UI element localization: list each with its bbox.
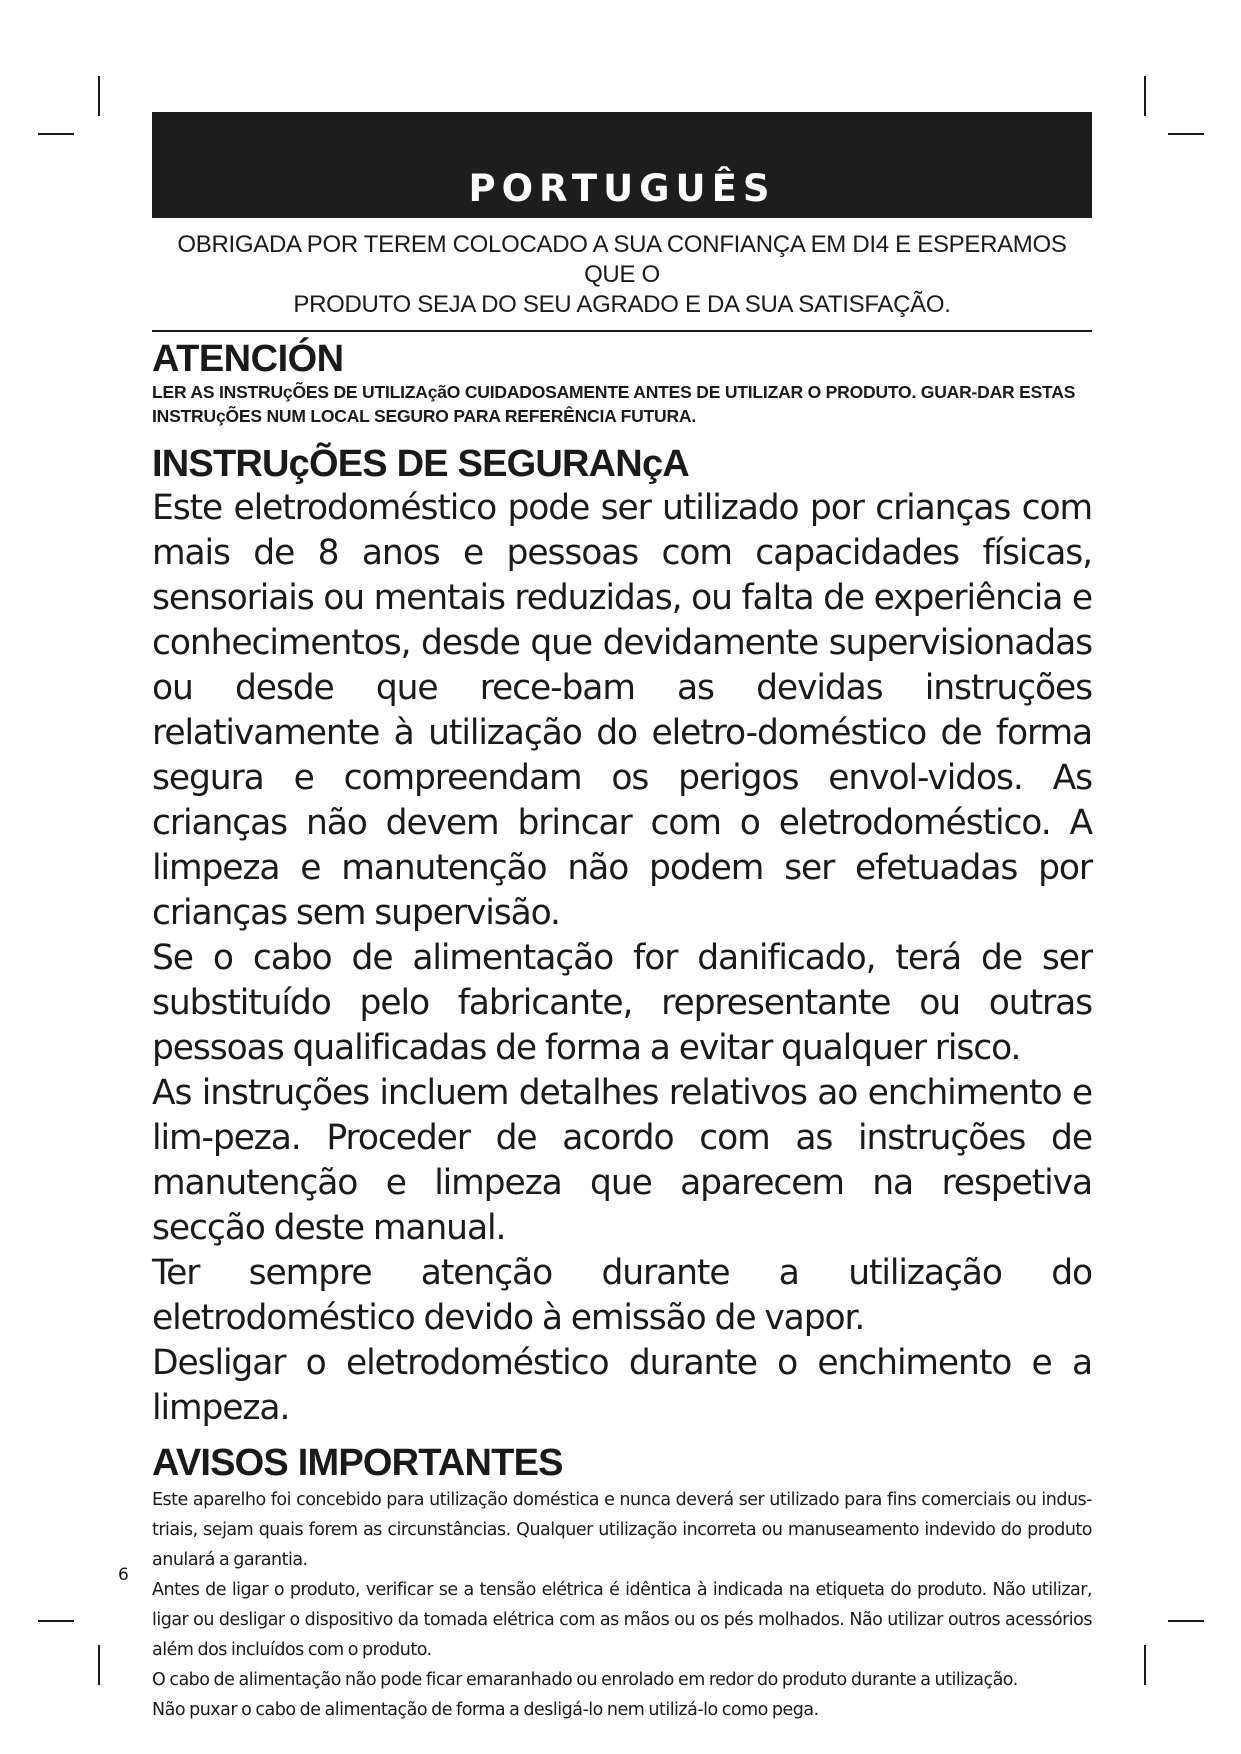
crop-mark-top-right-vertical xyxy=(1144,76,1146,116)
crop-mark-top-right-horizontal xyxy=(1168,133,1204,135)
crop-mark-bottom-left-vertical xyxy=(98,1645,100,1685)
safety-heading: INSTRUçÕES DE SEGURANçA xyxy=(152,443,689,485)
intro-message xyxy=(152,230,1092,320)
safety-paragraph: As instruções incluem detalhes relativos ao enchimento e lim-peza. Proceder de acordo com as instruções de manutenção e limpeza que aparecem na respetiva secção deste manual. xyxy=(152,1073,1092,1248)
intro-line-2: PRODUTO SEJA DO SEU AGRADO E DA SUA SATISFAÇÃO. xyxy=(293,291,951,318)
section-divider xyxy=(152,330,1092,332)
avisos-heading: AVISOS IMPORTANTES xyxy=(152,1442,563,1484)
crop-mark-top-left-horizontal xyxy=(38,133,74,135)
atencion-heading: ATENCIÓN xyxy=(152,338,344,380)
crop-mark-top-left-vertical xyxy=(98,76,100,116)
safety-paragraph: Ter sempre atenção durante a utilização do eletrodoméstico devido à emissão de vapor. xyxy=(152,1253,1092,1338)
warning-paragraph: O cabo de alimentação não pode ficar emaranhado ou enrolado em redor do produto durante a utilização. xyxy=(152,1670,1018,1690)
language-banner xyxy=(152,112,1092,218)
intro-line-1: OBRIGADA POR TEREM COLOCADO A SUA CONFIANÇA EM DI4 E ESPERAMOS QUE O xyxy=(177,231,1067,288)
warning-paragraph: Não puxar o cabo de alimentação de forma a desligá-lo nem utilizá-lo como pega. xyxy=(152,1700,819,1720)
warning-paragraph: Antes de ligar o produto, verificar se a tensão elétrica é idêntica à indicada na etiqueta do produto. Não utilizar, ligar ou desligar o dispositivo da tomada elétrica com as mãos ou os pés molhados. Não utilizar outros acessórios além dos incluídos com o produto. xyxy=(152,1580,1092,1660)
safety-paragraph: Este eletrodoméstico pode ser utilizado por crianças com mais de 8 anos e pessoas com capacidades físicas, sensoriais ou mentais reduzidas, ou falta de experiência e conhecimentos, desde que devidamente supervisionadas ou desde que rece-bam as devidas instruções relativamente à utilização do eletro-doméstico de forma segura e compreendam os perigos envol-vidos. As crianças não devem brincar com o eletrodoméstico. A limpeza e manutenção não podem ser efetuadas por crianças sem supervisão. xyxy=(152,488,1092,933)
warning-paragraph: Este aparelho foi concebido para utilização doméstica e nunca deverá ser utilizado para fins comerciais ou indus-triais, sejam quais forem as circunstâncias. Qualquer utilização incorreta ou manuseamento indevido do produto anulará a garantia. xyxy=(152,1490,1092,1570)
atencion-text: LER AS INSTRUçÕES DE UTILIZAçãO CUIDADOSAMENTE ANTES DE UTILIZAR O PRODUTO. GUAR-DAR ESTAS INSTRUçÕES NUM LOCAL SEGURO PARA REFERÊNCIA FUTURA. xyxy=(152,382,1076,426)
safety-paragraph: Se o cabo de alimentação for danificado, terá de ser substituído pelo fabricante, representante ou outras pessoas qualificadas de forma a evitar qualquer risco. xyxy=(152,938,1092,1068)
safety-instructions xyxy=(152,486,1092,1431)
page-content xyxy=(152,112,1092,1725)
crop-mark-bottom-right-horizontal xyxy=(1168,1620,1204,1622)
important-warnings xyxy=(152,1485,1092,1725)
crop-mark-bottom-left-horizontal xyxy=(38,1620,74,1622)
language-title: PORTUGUÊS xyxy=(468,167,776,210)
page-number: 6 xyxy=(118,1565,129,1585)
safety-paragraph: Desligar o eletrodoméstico durante o enchimento e a limpeza. xyxy=(152,1343,1092,1428)
crop-mark-bottom-right-vertical xyxy=(1144,1645,1146,1685)
